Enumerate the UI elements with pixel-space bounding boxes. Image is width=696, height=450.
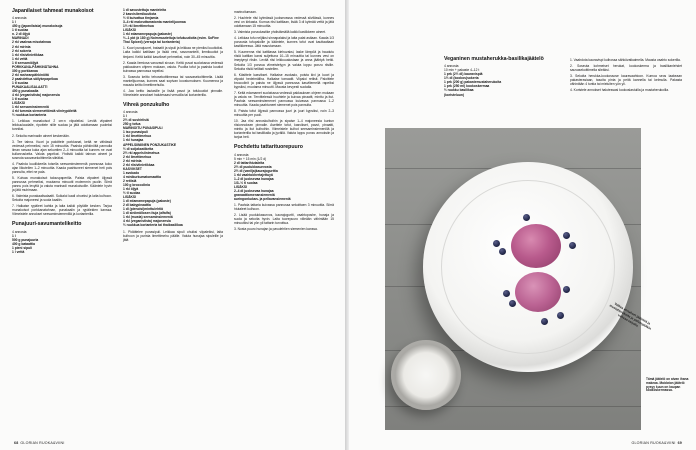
recipe-step: 5. Kuivaa munakoisot talouspaperilla. Paista viipaleet öljyssä pannussa pehmeiksi, muutama minuutti molemmin puolin. Siirrä pannu pois levyltä ja valuta marinadi munakoisoille. Kääntele hyvin ja jätä muhimaan.: [12, 175, 112, 193]
recipe-step: 4. Paahda kuulikkeella toisella seesaminsiemeniä pannussa koko ajan liikutellen 1–2 minuuttia. Kaada paahtuneet siemenet heti pois pannulta, ettei ne pala.: [12, 161, 112, 174]
ingredient-list: [123, 114, 223, 227]
ingredient-line: 4 rkl (veganistista) majoneesia: [12, 93, 60, 98]
recipe-step: 1. Kuori punajuuret, bataatit ja sipuli ja leikkaa ne pieniksi kuutioiksi. Laita kaikki kattilaan ja lisää vesi, savumantelit, liemikuutiot ja timjami. Keitä kaikki kasvikset pehmeiksi, noin 30–45 minuuttia.: [123, 46, 223, 59]
side-caption: Tämä jäätelö on aivan ihana makeaa. Maidoton jäätelö pysyy kuun on kaupan kookoskermassa.: [646, 377, 689, 393]
ingredient-line: 1 l: [12, 233, 16, 238]
ingredient-line: 2 retiisiä: [123, 178, 137, 183]
recipe-step: 4. Koristele annokset halutessasi kookoslastuilla ja mustaherukoilla.: [570, 88, 669, 93]
ingredient-line: 400 g punakaalia: [12, 89, 39, 94]
blackcurrant-berry: [569, 242, 576, 249]
photo-caption: Valkea annakset jäätelöä ja mustaherukoita ja pidempääkin vahvaa tarjoilu.: [608, 301, 653, 331]
page-number: 69: [677, 441, 682, 445]
ingredient-line: 4 minikurkumatomaattia: [123, 174, 161, 179]
ingredient-line: 1 rkl öljyä: [123, 187, 139, 192]
recipe-title: Japanilaiset tahmeat munakoisot: [12, 8, 94, 14]
ingredient-line: 2 rkl vaaleaa misotahnaa: [12, 40, 51, 45]
ingredient-line: 1 rkl edamamepapuja (pakaste): [123, 32, 172, 37]
ingredient-line: n. 2 dl öljyä: [12, 32, 30, 37]
ingredient-line: 1 tl suolaa: [12, 97, 29, 102]
recipe-column: [444, 56, 556, 97]
ingredient-line: 1 iso punasipuli: [123, 130, 148, 135]
recipe-step: 1. Pidättelee punasipuli. Leikkaa sipuli ohuiksi viipaleiksi, laita kulhoon ja purista limettimehu päälle. Valuta hunajaa sipuleille ja jätä: [123, 229, 223, 242]
recipe-title: Veganinen mustaherukka-basilikajäätelö: [444, 56, 544, 62]
ingredient-line: KASVIKSET: [123, 166, 142, 171]
page-folio: [631, 441, 684, 445]
ingredient-line: granaattiomenansiemeniä: [234, 192, 275, 197]
recipe-step: 2. Kaada liemiosa varovasti sivuun. Keitä puvat suolatussa vedessä pakkauksen ohjeen mukaan, valuta. Puolita tofut ja paahda kuutiot kuivassa pannussa rapeiksi.: [123, 60, 223, 73]
ingredient-line: 1 rkl vaahtokhertajettuyä: [234, 172, 273, 177]
ingredient-line: 1 rkl riisiviinietikkaa: [12, 52, 44, 57]
blackcurrant-berry: [563, 286, 570, 293]
blackcurrant-berry: [557, 312, 564, 319]
ingredient-line: 1 rkl hunajaa: [123, 138, 144, 143]
recipe-step: 7. Halkaise rypäleet kahtia ja laita kaikki pöytälle kesken. Tarjoa munakoisot porkkanatahnan, punakaalin ja rypäleiden kanssa. Viimeistele annokset seesaminsiemenillä ja korianterilla.: [12, 204, 112, 217]
ingredient-line: 1/3–½ tl suolaa: [234, 180, 258, 185]
ingredient-list: [12, 234, 112, 254]
white-plate: [423, 162, 653, 372]
ingredient-line: 2 kasvisliemikuutiota: [123, 12, 157, 17]
ingredient-line: 2 rkl sokeria: [12, 48, 32, 53]
blackcurrant-berry: [493, 240, 500, 247]
ingredient-line: 1 prk (250 ml) kookoskermaa: [444, 84, 490, 89]
page-folio: [12, 441, 65, 445]
ingredient-line: 1 prk (200 g) pakastemustaherukoita: [444, 80, 502, 85]
recipe-step: 6. Käsittele kasvikset. Halkaise avokado, poista kivi ja kuori ja viipaloi hedelmäliha. Halkaise tomaatit. Viipaloi retiisit. Paloittele broccolinit ja paista ne öljyssä pannussa kasviliemellä rapeiksi kypsiksi, muutama minuutti. Mausta kevyesti suolalla.: [234, 72, 334, 89]
ingredient-line: 1 l: [12, 20, 16, 25]
ice-cream-scoop: [515, 272, 561, 312]
step-list: [570, 58, 682, 92]
ingredient-line: 1 tl seesamiöljyä: [12, 60, 39, 65]
recipe-step: 4. Leikkaa tofu neljäksi sinnapalaksi ja laita palat astiaan. Kaada 1/3 ponzusta tofupaloille ja kääntele, kunnes tofut ovat kauttaaltaan kastikkeessa. Jätä maustumaan.: [234, 36, 334, 49]
blackcurrant-berry: [541, 318, 548, 325]
ingredient-line: 2 rkl limettimehua: [123, 154, 152, 159]
recipe-servings: 4 annosta: [12, 16, 27, 21]
ingredient-line: ½ tl suolaa: [123, 191, 141, 196]
ingredient-line: 4 rkl tummia siemenettömiä viinirypäleitä: [12, 109, 77, 114]
ingredient-line: 250 g tofua: [123, 122, 141, 127]
ingredient-list: [234, 161, 334, 201]
ingredient-line: 2 rkl riisiviinietikkaa: [123, 162, 155, 167]
ingredient-line: ½ dl soijakastiketta: [123, 146, 154, 151]
food-photo: [385, 128, 653, 430]
ingredient-line: 1 tl suolaa: [12, 28, 29, 33]
ingredient-line: ½ tl kuivattua timjamia: [123, 16, 159, 21]
ingredient-line: 2 dl tattarihiutaleita: [234, 160, 265, 165]
ingredient-line: 2–4 dl juoksevaa hunajaa: [234, 188, 274, 193]
ingredient-line: 1 dl (pienoisi)minttulehtiä: [123, 207, 163, 212]
ingredient-line: PUNAKAALISALAATTI: [12, 85, 48, 89]
ingredient-line: 2 dl babypinaattia: [123, 203, 151, 208]
ingredient-line: 1–2 dl juoksevaa hunajaa: [234, 176, 274, 181]
left-page: [0, 0, 345, 450]
recipe-title: Pochdettu tattarituorepuuro: [234, 144, 303, 151]
ingredient-line: 300 g porkkanaa: [12, 68, 38, 73]
recipe-step: 2. Huuhtele riisi kylmässä juoksevassa vedessä siivilässä, kunnes vesi on kirkasta. Kumoa riisi kattilaan, lisää 3 dl kylmää vettä ja jätä odottamaan 15 minuuttia.: [234, 16, 334, 29]
page-number: 68: [14, 441, 19, 445]
recipe-step: 2. Soseuta kohmeiset herukat, kookoskerma ja basilikanlehdet sauvasekoittimella sileäksi.: [570, 64, 682, 73]
ingredient-list: [12, 20, 112, 117]
ingredient-line: 2½ dl sushiriisiä: [123, 118, 149, 123]
ingredient-line: LISÄKSI: [123, 28, 137, 33]
ingredient-line: 400 g bataattia: [12, 241, 35, 246]
ingredient-line: ½–1 pkt (à 180 g) Noimmuutettuja tofukuutioita (esim. SoFine Thai Spiced) (versoja tai korianteria): [123, 36, 219, 45]
left-column-3: [234, 8, 334, 438]
recipe-time: 5 min + 15 min (1/2 d): [234, 156, 267, 161]
recipe-step: 5. Kuumenna riisi kattilassa kiehuvaksi, laske lämpöä ja haudutu riisiä kattilan kansi suljettuna 10–15 minuuttia tai kunnes vesi on imeytynyt riisiin. Levitä riisi leikkuualustaan ja anna jäähtyä hetki. Sekoita 1/3 ponzua viimeistelyyn ja valuta loppu ponzu riisille. Sekoita riisiä hellästi nostellen.: [234, 50, 334, 71]
ingredient-line: 1 rkl vettä: [12, 56, 28, 61]
left-column-1: [12, 8, 112, 438]
ingredient-line: 1 pieni sipuli: [12, 245, 32, 250]
ingredient-line: LISÄKSI: [12, 101, 26, 106]
ingredient-line: MARINOITU PUNASIPULI: [123, 126, 163, 131]
ingredient-line: 1 l vettä: [12, 249, 25, 254]
ingredient-list: [123, 8, 223, 44]
recipe-step: 10. Jaa riisi annoskulhoihin ja sipaise 1–4 majoneesia kuntun riisionnoksen pinnalle. Asettele tofut, kasvikset, pavut, pinaatti, minttu ja itut kulhoihin. Viimeistele kulhot seesaminsiemenillä ja korianterilla tai basilikalla ja jyvällä. Valuta loppu ponzu annoksiin ja tarjoa heti.: [234, 119, 334, 140]
blackcurrant-berry: [523, 214, 530, 221]
ingredient-line: PORKKANA-PÄHKINÄTAHNA: [12, 64, 59, 69]
recipe-step: 1. Leikkaa munakoisot 2 cm:n viipaleiksi. Levitä viipaleet leikkuulaudalle, ripottele niille suolaa ja jätä odottamaan puoleksi tunniksi.: [12, 119, 112, 132]
ingredient-line: 1½ dl (kookos)sokeria: [444, 76, 479, 81]
ingredient-line: ½ ruukku basilikaa: [444, 88, 474, 93]
ingredient-line: 500 g punajuuria: [12, 237, 39, 242]
step-list: [234, 203, 334, 231]
recipe-step: 3. Tee tahna. Kuori ja paloittele porkkanat, keitä ne vähässä vedessä pehmeiksi, noin 15 minuuttia. Paahda pähkinöitä pannulla ilman rasvaa kuka ajan sekuntien 2–4 minuuttia tai kunnes ne ovat kullanruskeita. Valuta paprikat. Yhdistä kaikki tahnan aineet ja soseuta sauvasekoittimella sileäksi.: [12, 139, 112, 160]
ingredient-line: APPELSIINIINEN PONZUKASTIKE: [123, 142, 177, 147]
ingredient-line: 3–4 rkl makeuttamatonta mantelijuomaa: [123, 20, 186, 25]
ingredient-line: 1 dl savustettuja manteleita: [123, 8, 167, 12]
recipe-step: 8. Paista tofut öljyssä pannussa juuri ja juuri kypsiksi, noin 2–3 minuuttia per puoli.: [234, 108, 334, 118]
recipe-step: 1. Paahda tattaria kuivassa pannussa sekoittaen 3 minuuttia. Siirrä hiutaleet kulhoon.: [234, 203, 334, 212]
blackcurrant-berry: [503, 290, 510, 297]
ingredient-line: ½ ruukkua korianteria: [12, 113, 47, 118]
ingredient-line: 4 rkl (veganistista) majoneesia: [123, 219, 171, 224]
recipe-step: 2. Lisää puolukkasurvos, kaurajogurtti, vaahtoposhe, hunaja ja suola ja sekoita hyvin. Laita tuorepuuro viileään vähintään 15 minuutiksi tai yön yli tattarin turvottua.: [234, 213, 334, 226]
blackcurrant-berry: [499, 248, 506, 255]
blackcurrant-berry: [563, 232, 570, 239]
ingredient-line: 1 dl edamamepapuja (pakaste): [123, 199, 171, 204]
ingredient-line: 2 rkl mirinia: [12, 44, 31, 49]
step-list: [234, 10, 334, 139]
blackcurrant-berry: [509, 300, 516, 307]
step-list: [12, 119, 112, 216]
ingredient-line: 2½ dl (vanilja)kaurajogurttia: [234, 168, 278, 173]
recipe-step: 1. Vaahdota kauravispi kulhossa sähkövatkaimella. Mausta vaahto sokerilla.: [570, 58, 681, 62]
ingredient-line: 1 tl suolaa: [12, 80, 29, 85]
ingredient-line: 450 g (japanilaisia) munakoisoja: [12, 24, 63, 29]
recipe-title: Vihreä ponzukulho: [123, 101, 170, 108]
recipe-step: 7. Keitä edamamet suolatussa vedessä pakkauksen ohjeen mukaan ja valuta ne. Tervittelessä huuhtele ja kuivaa pinaatit, minttu ja itut. Paahda seesaminsiemenet pannussa kuivassa pannussa 1–2 minuuttia. Kaada paahtuneet siemenet pois pannulta.: [234, 90, 334, 107]
ingredient-line: 1½ rkl limettimehua: [123, 24, 154, 29]
left-column-2: [123, 8, 223, 438]
salt-bowl: [391, 340, 461, 410]
recipe-step: 3. Nosta puuro hunajan ja pavulehtien siemenien kanssa.: [234, 227, 318, 232]
step-list: [123, 46, 223, 97]
recipe-step: 3. Sekoita herukka-kookossose kauravaahtoon. Kumoa seos laakeaan pakasterasiaan, tasoita pinta ja peitä kannella tai kelmulla. Pakasta vähintään 4 tuntia tai mieluiten yön yli.: [570, 74, 682, 87]
ingredient-line: 1 rkl seesaminsiemeniä: [12, 105, 49, 110]
ingredient-line: LISÄKSI: [234, 184, 248, 189]
ingredient-line: 1 avokado: [123, 170, 140, 175]
recipe-servings: 4 annosta: [444, 64, 459, 69]
ingredient-line: auringonkukan- ja pellavansiemeniä: [234, 197, 291, 202]
ingredient-line: 1 rkl (musta) seesaminsiemeniä: [123, 215, 173, 220]
ingredient-line: 1 l: [123, 114, 127, 119]
recipe-step: 2. Sekoita marinadin aineet keskenään.: [12, 133, 70, 138]
ingredient-line: 2 rkl rasheanpähkinöitä: [12, 72, 49, 77]
right-page: [349, 0, 696, 450]
magazine-name: GLORIAN RUOKA&VIINI: [20, 441, 65, 445]
ingredient-line: 100 g broccolinia: [123, 182, 150, 187]
ingredient-line: LISÄKSI: [123, 195, 137, 200]
ingredient-line: ½ ruukkua korianteria tai thaibasilikaa: [123, 223, 183, 228]
ice-cream-scoop: [511, 224, 561, 268]
recipe-servings: 4 annosta: [12, 229, 27, 234]
recipe-step: 3. Soseuta keitto tehosekoittimessa tai sauvasekoittimella. Lisää mantelijuomaa, kunnes saat sopivan koostumuksen. Kuumenna ja mausta keitto limettimehulla.: [123, 74, 223, 87]
recipe-servings: 4 annosta: [234, 152, 249, 157]
recipe-step: marinoitumaan.: [234, 10, 257, 14]
recipe-time: 10 min + pakaste 4–12 t: [444, 68, 480, 73]
ingredient-line: (koristeluun): [444, 92, 464, 97]
ingredient-line: 2 paahdettua säilykepaprikaa: [12, 76, 58, 81]
ingredient-line: 1 rkl limettimehua: [123, 134, 152, 139]
ingredient-line: 2½ rkl appelsiinimehua: [123, 150, 160, 155]
recipe-step: 4. Jaa keitto lautasille ja lisää pavut ja tofukuutiot pinnalle. Viimeistele annokset halutessasi versoilla tai korianterilla.: [123, 88, 223, 97]
ingredient-list: [444, 72, 556, 96]
ingredient-line: MARINADI: [12, 36, 29, 41]
recipe-step: 3. Valmista ponzukastike yhdistämällä kaikki kastikkeen aineet.: [234, 30, 326, 35]
ingredient-line: 1 dl siniimällosen ituja (alfalfa): [123, 211, 171, 216]
ingredient-line: 1 prk (2½ dl) kauravispiä: [444, 72, 483, 77]
method-column: [570, 56, 682, 92]
magazine-name: GLORIAN RUOKA&VIINI: [631, 441, 676, 445]
recipe-step: 6. Valmista punakaalisalaatti. Suikaloi kaali ohueksi ja laita kulhoon. Sekoita majoneesi ja suola kaaliin.: [12, 194, 112, 203]
ingredient-line: 2½ dl puolukkasurvosta: [234, 164, 272, 169]
recipe-servings: 4 annosta: [123, 110, 138, 115]
step-list: [123, 230, 223, 242]
recipe-title: Punajuuri-savumantelikeitto: [12, 221, 82, 228]
ingredient-line: 2 rkl mirinia: [123, 158, 142, 163]
